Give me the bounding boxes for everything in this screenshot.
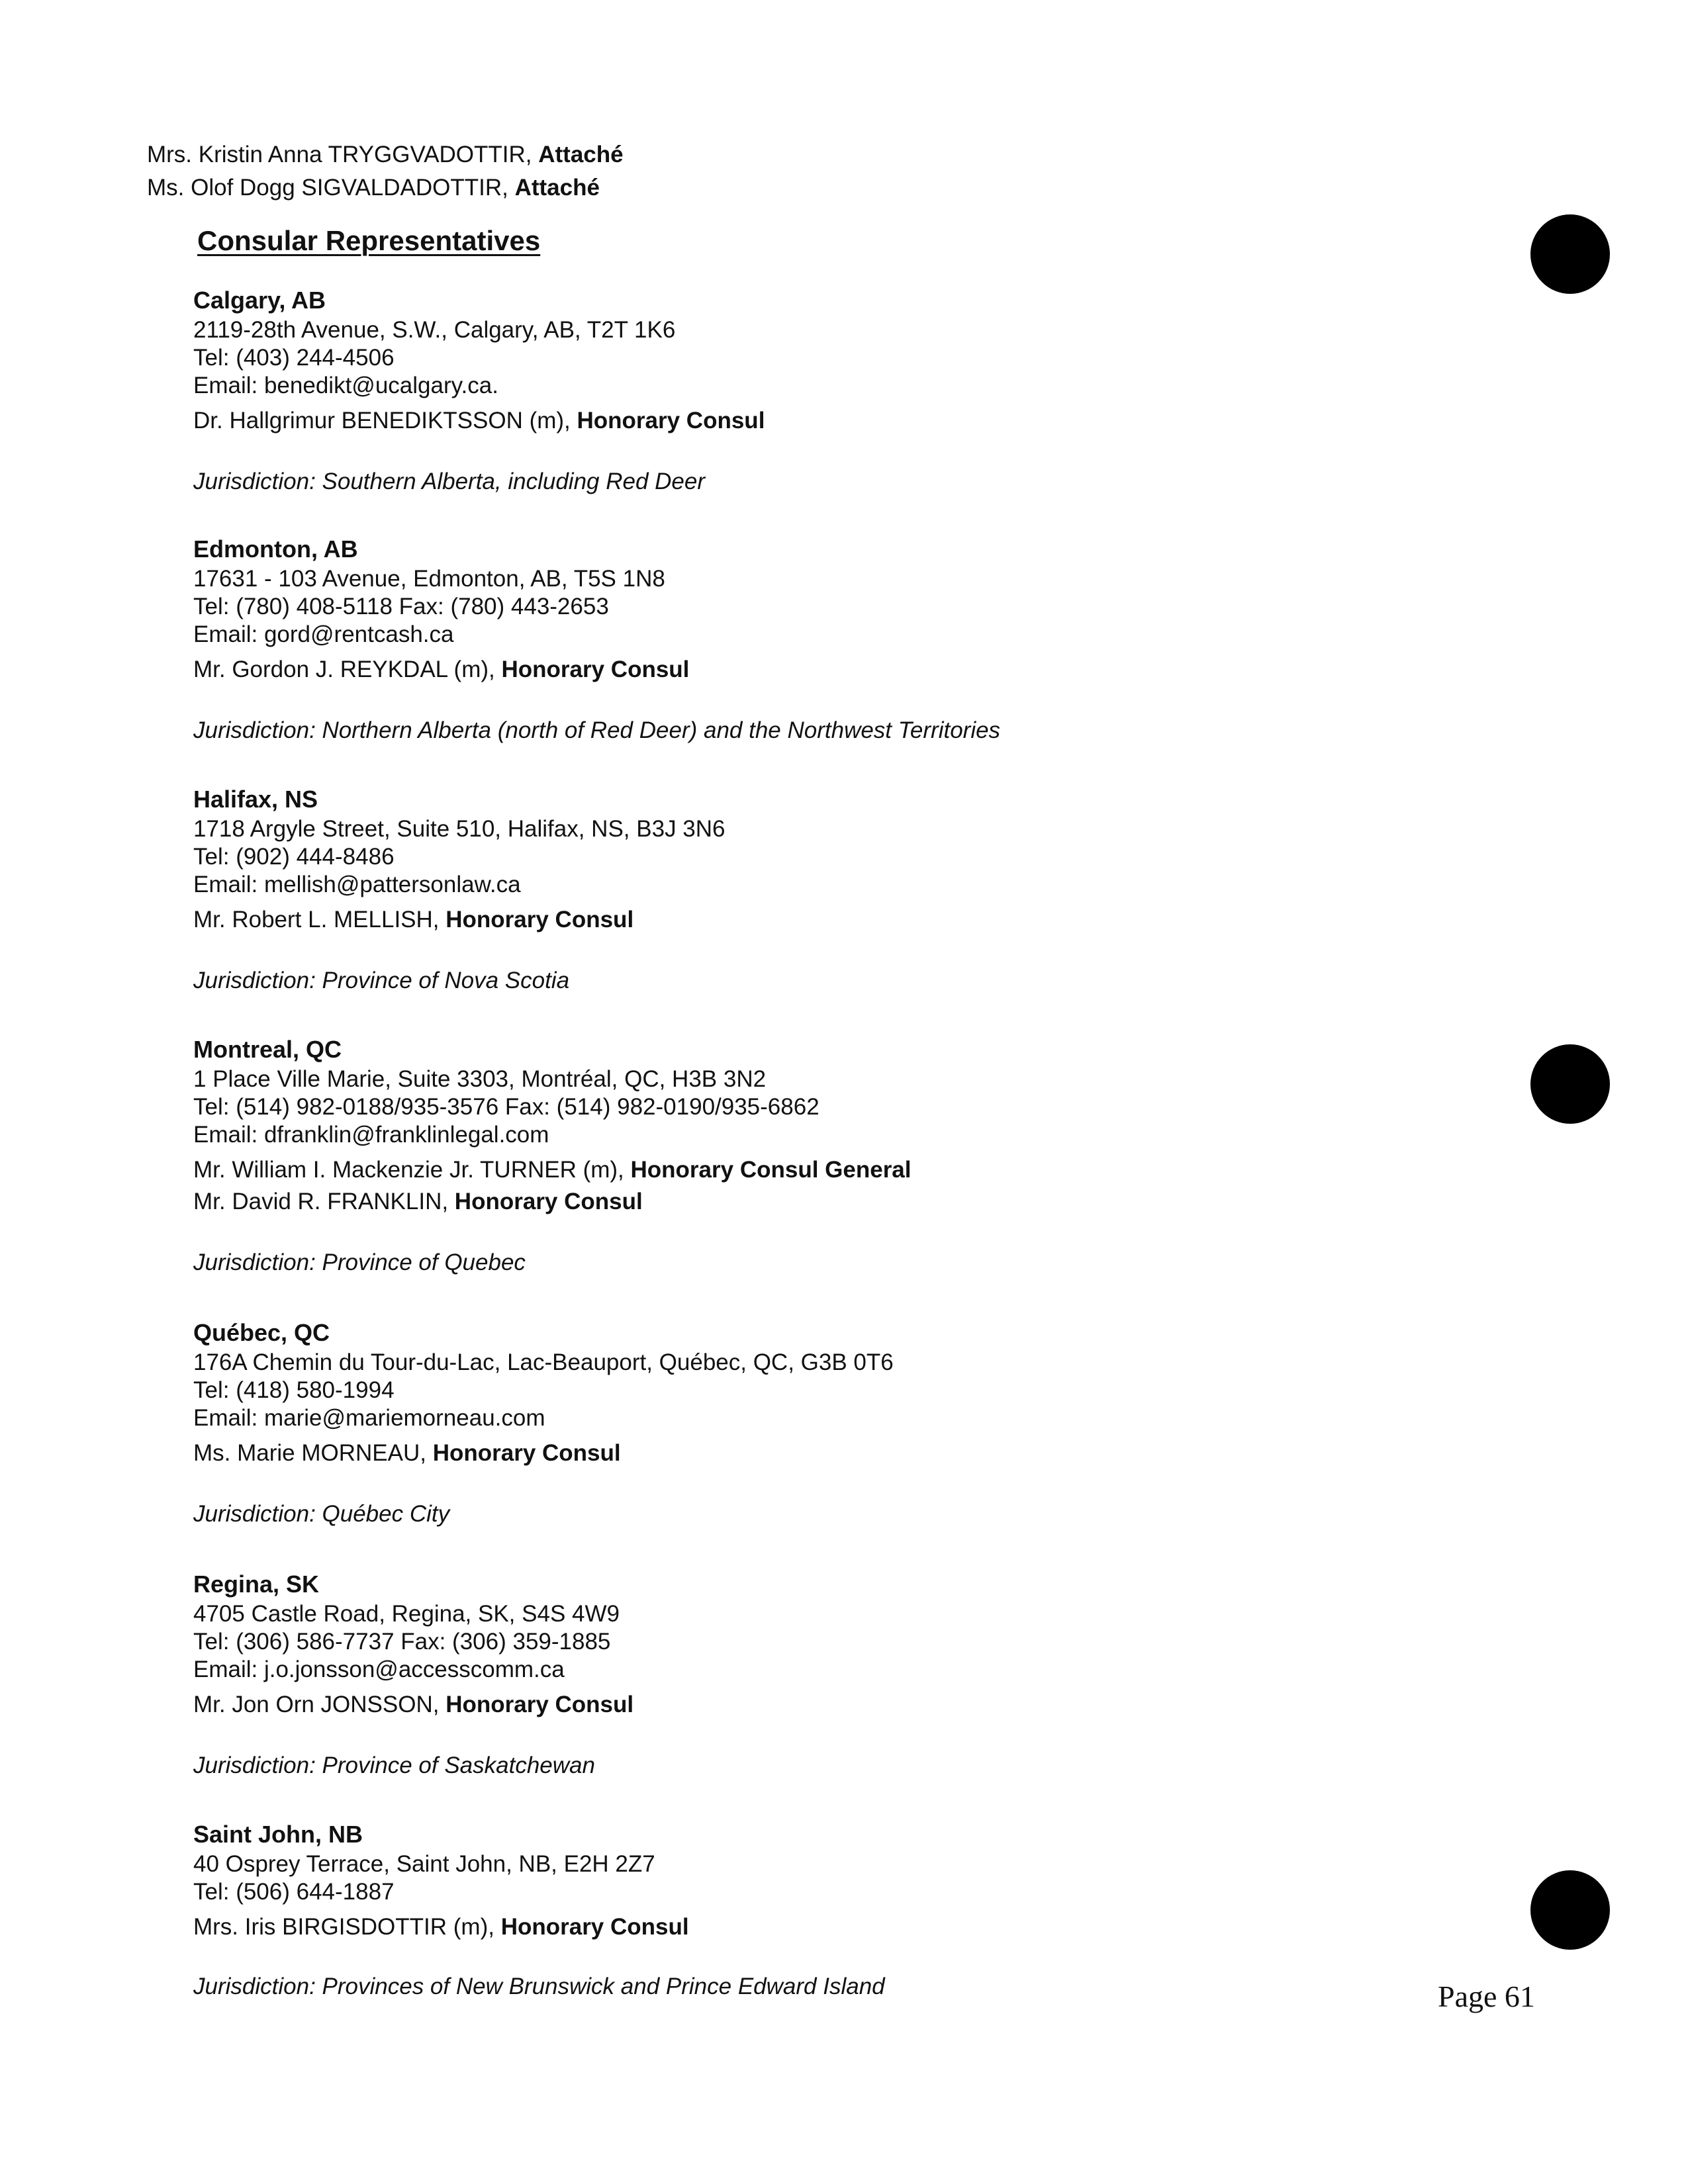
representative-title: Honorary Consul <box>432 1440 621 1466</box>
jurisdiction-label: Jurisdiction: <box>193 469 316 494</box>
consulate-entry <box>193 1569 1451 1780</box>
address-line: 1 Place Ville Marie, Suite 3303, Montréal, QC, H3B 3N2 <box>193 1066 767 1092</box>
jurisdiction-line <box>193 966 1451 995</box>
email-line: Email: gord@rentcash.ca <box>193 621 454 647</box>
jurisdiction-text: Province of Nova Scotia <box>315 968 570 993</box>
jurisdiction-text: Province of Saskatchewan <box>315 1752 595 1778</box>
address-line: 1718 Argyle Street, Suite 510, Halifax, NS, B3J 3N6 <box>193 816 726 842</box>
consulate-city: Québec, QC <box>193 1319 330 1346</box>
consulate-city: Halifax, NS <box>193 786 318 813</box>
representative-title: Honorary Consul <box>577 408 765 433</box>
punch-hole <box>1530 1870 1610 1950</box>
phone-line: Tel: (506) 644-1887 <box>193 1879 395 1905</box>
representative-title: Honorary Consul General <box>630 1157 912 1183</box>
email-line: Email: marie@mariemorneau.com <box>193 1405 545 1431</box>
page-number: Page 61 <box>1438 1979 1535 2013</box>
representative-line <box>193 1187 1451 1216</box>
punch-hole <box>1530 214 1610 294</box>
jurisdiction-line <box>193 1972 1451 2001</box>
address-line: 176A Chemin du Tour-du-Lac, Lac-Beauport, Québec, QC, G3B 0T6 <box>193 1349 894 1375</box>
representative-name: Mr. David R. FRANKLIN, <box>193 1189 455 1214</box>
staff-title: Attaché <box>514 175 600 201</box>
jurisdiction-line <box>193 1500 1451 1529</box>
jurisdiction-text: Southern Alberta, including Red Deer <box>315 469 706 494</box>
jurisdiction-label: Jurisdiction: <box>193 1974 316 1999</box>
jurisdiction-label: Jurisdiction: <box>193 1250 316 1275</box>
consulate-entry <box>193 533 1451 745</box>
representative-title: Honorary Consul <box>501 657 690 682</box>
consulate-city: Regina, SK <box>193 1570 320 1598</box>
jurisdiction-line <box>193 1751 1451 1780</box>
staff-line <box>147 140 624 169</box>
address-line: 17631 - 103 Avenue, Edmonton, AB, T5S 1N8 <box>193 566 665 592</box>
consulate-entry <box>193 285 1451 496</box>
representative-line <box>193 406 1451 435</box>
address-line: 4705 Castle Road, Regina, SK, S4S 4W9 <box>193 1601 620 1627</box>
jurisdiction-label: Jurisdiction: <box>193 968 316 993</box>
staff-name: Ms. Olof Dogg SIGVALDADOTTIR, <box>147 175 515 201</box>
email-line: Email: dfranklin@franklinlegal.com <box>193 1122 549 1148</box>
email-line: Email: mellish@pattersonlaw.ca <box>193 872 521 897</box>
representative-title: Honorary Consul <box>454 1189 643 1214</box>
consulate-entry <box>193 1819 1451 2001</box>
jurisdiction-line <box>193 467 1451 496</box>
consulate-entry <box>193 1034 1451 1277</box>
section-heading: Consular Representatives <box>197 225 541 256</box>
representative-title: Honorary Consul <box>445 907 634 933</box>
consulate-city: Saint John, NB <box>193 1821 363 1848</box>
punch-hole <box>1530 1044 1610 1124</box>
jurisdiction-text: Province of Quebec <box>315 1250 526 1275</box>
representative-name: Mr. Jon Orn JONSSON, <box>193 1692 446 1717</box>
representative-line <box>193 1913 1451 1942</box>
representative-line <box>193 1156 1451 1185</box>
jurisdiction-text: Québec City <box>315 1501 450 1527</box>
representative-line <box>193 1439 1451 1468</box>
email-line: Email: benedikt@ucalgary.ca. <box>193 373 498 398</box>
representative-name: Mrs. Iris BIRGISDOTTIR (m), <box>193 1914 501 1940</box>
representative-name: Mr. William I. Mackenzie Jr. TURNER (m), <box>193 1157 631 1183</box>
representative-title: Honorary Consul <box>445 1692 634 1717</box>
representative-line <box>193 905 1451 934</box>
staff-line <box>147 173 600 203</box>
staff-title: Attaché <box>538 142 624 167</box>
jurisdiction-text: Northern Alberta (north of Red Deer) and the Northwest Territories <box>315 717 1001 743</box>
jurisdiction-line <box>193 1248 1451 1277</box>
jurisdiction-text: Provinces of New Brunswick and Prince Edward Island <box>315 1974 885 1999</box>
email-line: Email: j.o.jonsson@accesscomm.ca <box>193 1657 565 1682</box>
consulate-city: Calgary, AB <box>193 287 326 314</box>
address-line: 2119-28th Avenue, S.W., Calgary, AB, T2T 1K6 <box>193 317 676 343</box>
jurisdiction-label: Jurisdiction: <box>193 717 316 743</box>
phone-line: Tel: (514) 982-0188/935-3576 Fax: (514) 982-0190/935-6862 <box>193 1094 820 1120</box>
jurisdiction-label: Jurisdiction: <box>193 1501 316 1527</box>
phone-line: Tel: (780) 408-5118 Fax: (780) 443-2653 <box>193 594 609 619</box>
phone-line: Tel: (306) 586-7737 Fax: (306) 359-1885 <box>193 1629 611 1655</box>
representative-line <box>193 1690 1451 1719</box>
representative-line <box>193 655 1451 684</box>
phone-line: Tel: (418) 580-1994 <box>193 1377 395 1403</box>
representative-name: Dr. Hallgrimur BENEDIKTSSON (m), <box>193 408 577 433</box>
representative-name: Mr. Gordon J. REYKDAL (m), <box>193 657 502 682</box>
phone-line: Tel: (902) 444-8486 <box>193 844 395 870</box>
staff-name: Mrs. Kristin Anna TRYGGVADOTTIR, <box>147 142 539 167</box>
phone-line: Tel: (403) 244-4506 <box>193 345 395 371</box>
consulate-entry <box>193 1317 1451 1529</box>
jurisdiction-label: Jurisdiction: <box>193 1752 316 1778</box>
jurisdiction-line <box>193 716 1451 745</box>
address-line: 40 Osprey Terrace, Saint John, NB, E2H 2Z7 <box>193 1851 655 1877</box>
representative-title: Honorary Consul <box>500 1914 689 1940</box>
consulate-city: Edmonton, AB <box>193 535 358 563</box>
representative-name: Ms. Marie MORNEAU, <box>193 1440 433 1466</box>
consulate-city: Montreal, QC <box>193 1036 342 1063</box>
representative-name: Mr. Robert L. MELLISH, <box>193 907 446 933</box>
consulate-entry <box>193 784 1451 995</box>
